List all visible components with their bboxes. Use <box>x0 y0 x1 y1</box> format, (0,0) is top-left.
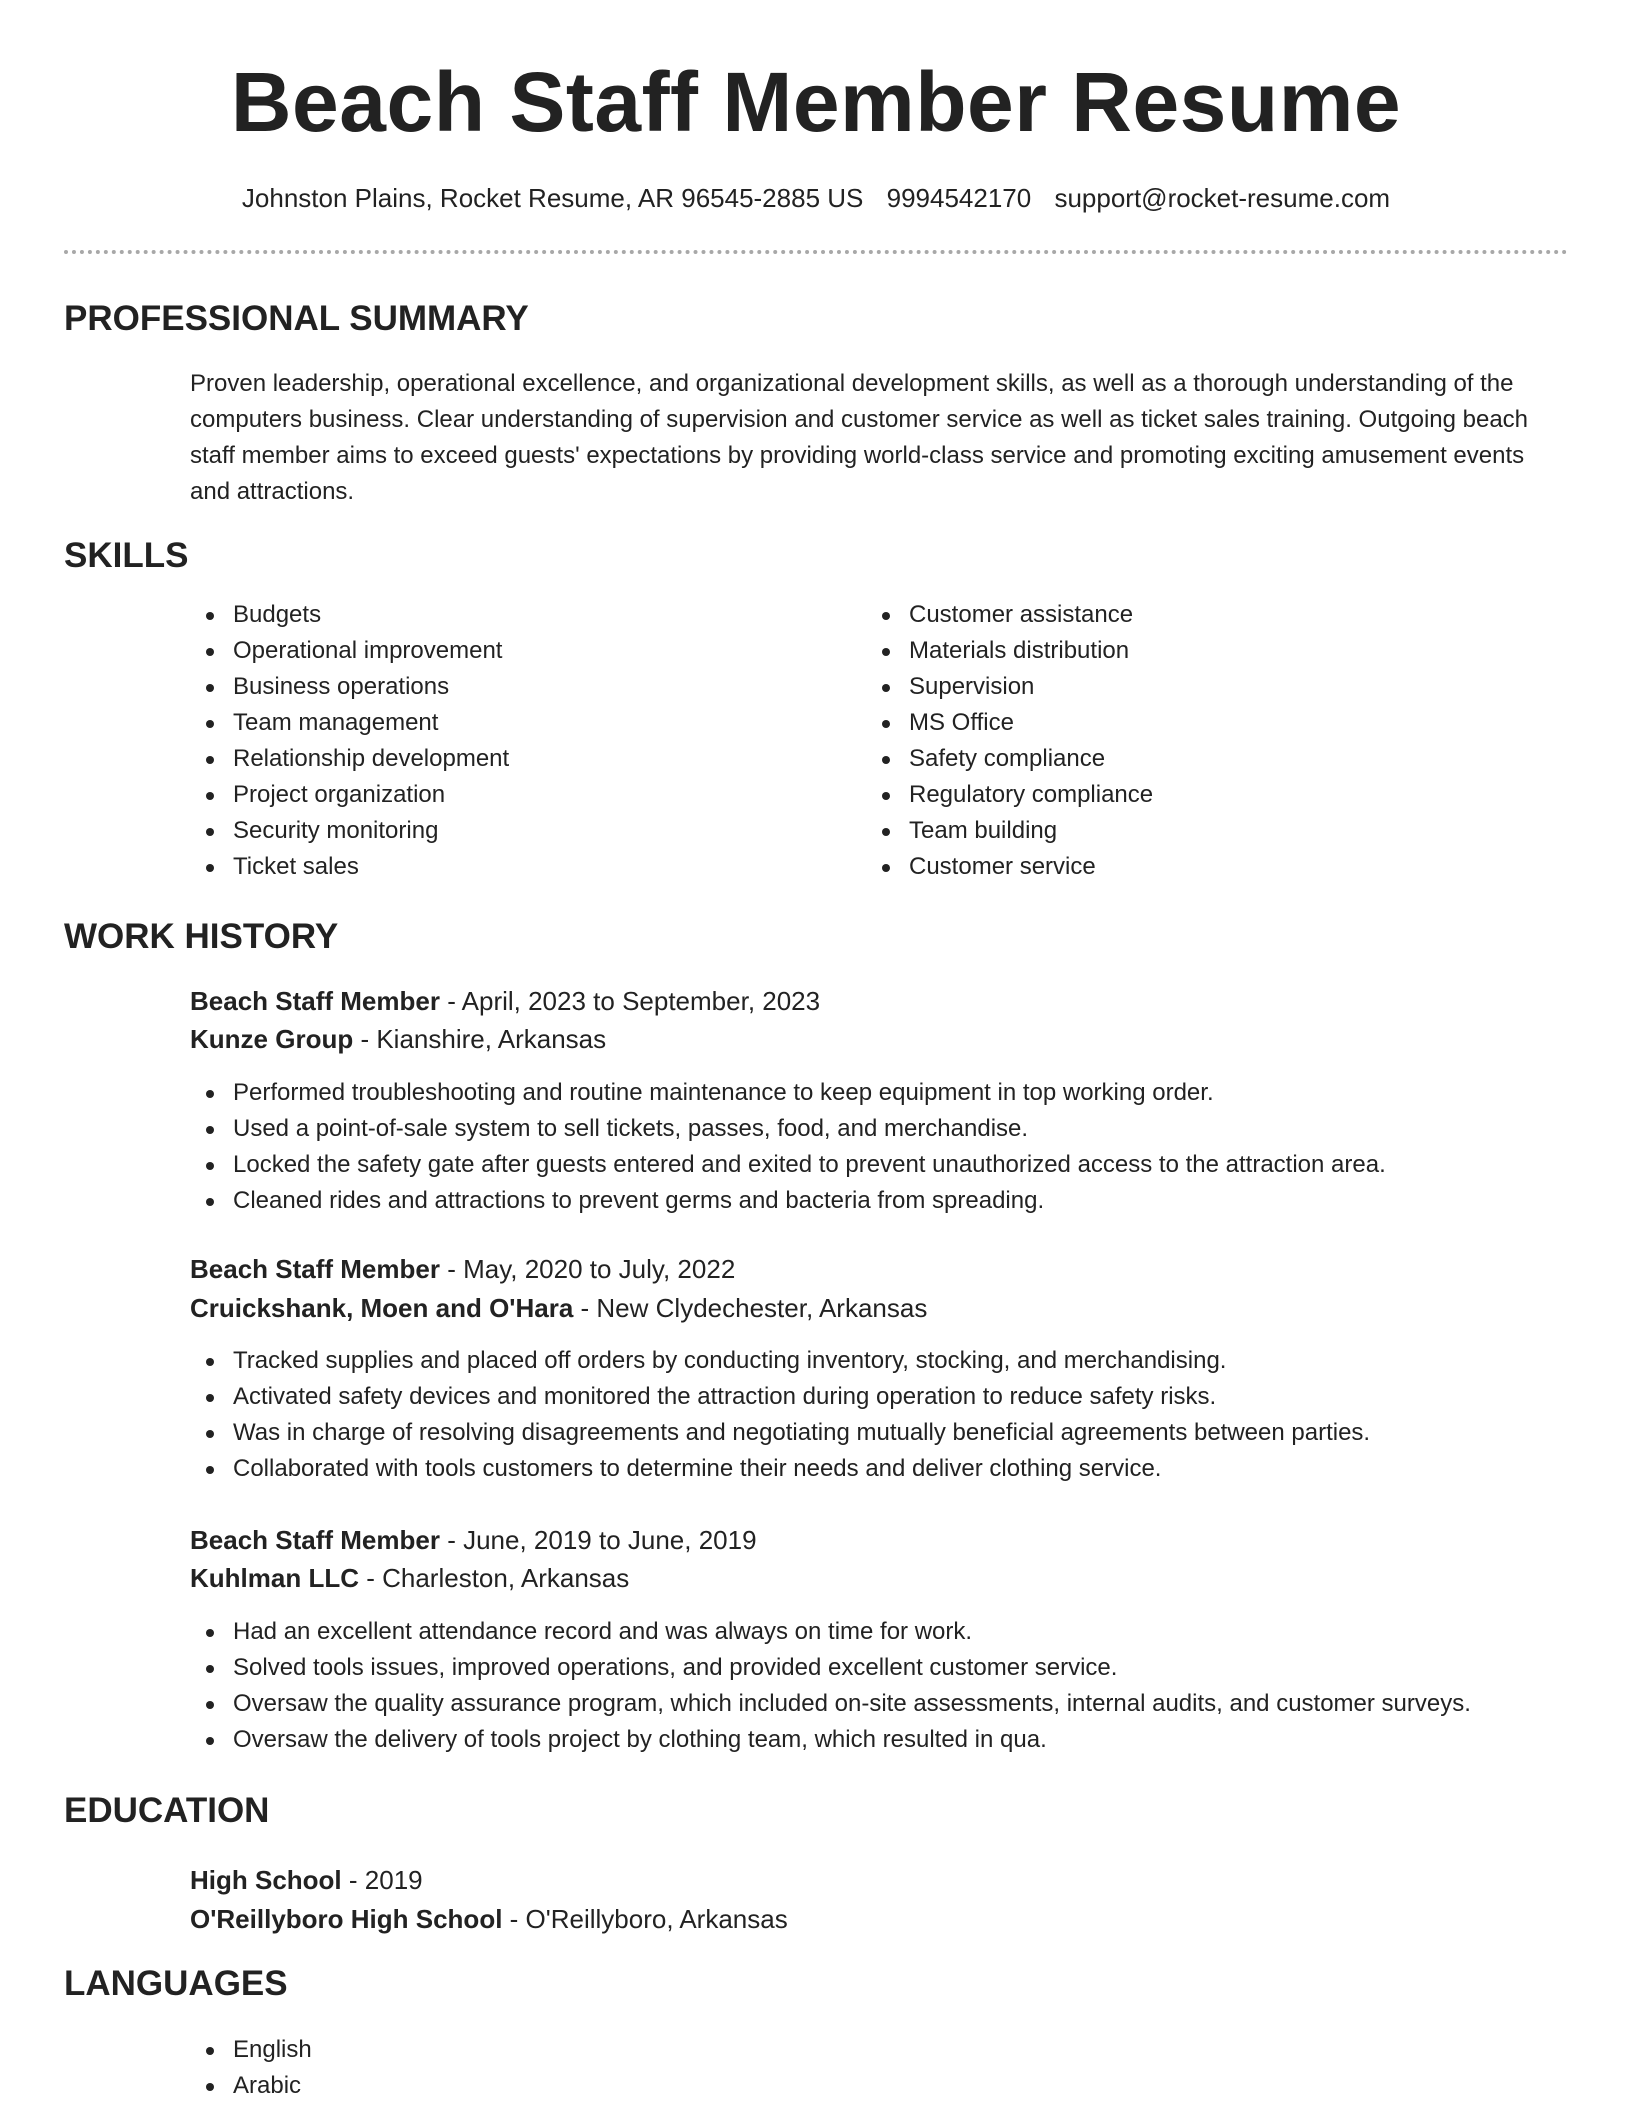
contact-address: Johnston Plains, Rocket Resume, AR 96545-2885 US <box>241 183 864 213</box>
job-title: Beach Staff Member <box>190 986 440 1016</box>
contact-email: support@rocket-resume.com <box>1054 183 1391 213</box>
contact-line <box>0 180 1632 216</box>
job-title: Beach Staff Member <box>190 1254 440 1284</box>
job-dates: - May, 2020 to July, 2022 <box>439 1254 736 1284</box>
skills-heading: SKILLS <box>64 536 189 575</box>
skill-item: Supervision <box>866 669 1466 705</box>
skills-list-right <box>866 597 1466 885</box>
summary-heading: PROFESSIONAL SUMMARY <box>64 299 529 338</box>
education-school: O'Reillyboro High School <box>190 1904 503 1934</box>
job-company-line <box>190 1289 927 1327</box>
skill-item: Business operations <box>190 669 790 705</box>
job-company: Kunze Group <box>190 1024 354 1054</box>
job-company-line <box>190 1559 629 1597</box>
education-year: - 2019 <box>341 1865 423 1895</box>
job-location: - Charleston, Arkansas <box>359 1563 630 1593</box>
skill-item: Budgets <box>190 597 790 633</box>
job-title: Beach Staff Member <box>190 1525 440 1555</box>
job-bullet: Activated safety devices and monitored the attraction during operation to reduce safety risks. <box>190 1379 1570 1415</box>
skill-item: Customer assistance <box>866 597 1466 633</box>
job-location: - New Clydechester, Arkansas <box>573 1293 928 1323</box>
languages-heading: LANGUAGES <box>64 1964 288 2003</box>
education-degree: High School <box>190 1865 342 1895</box>
contact-phone: 9994542170 <box>886 183 1032 213</box>
job-bullet: Oversaw the quality assurance program, which included on-site assessments, internal audits, and customer surveys. <box>190 1686 1590 1722</box>
skill-item: Project organization <box>190 777 790 813</box>
job-bullet: Was in charge of resolving disagreements and negotiating mutually beneficial agreements between parties. <box>190 1415 1570 1451</box>
skill-item: Customer service <box>866 849 1466 885</box>
job-bullet: Used a point-of-sale system to sell tickets, passes, food, and merchandise. <box>190 1111 1570 1147</box>
job-dates: - April, 2023 to September, 2023 <box>439 986 821 1016</box>
job-bullet: Tracked supplies and placed off orders by conducting inventory, stocking, and merchandising. <box>190 1343 1570 1379</box>
skill-item: Team management <box>190 705 790 741</box>
job-title-line <box>190 982 820 1020</box>
job-bullets <box>190 1614 1590 1758</box>
job-company-line <box>190 1020 606 1058</box>
education-degree-line <box>190 1861 423 1899</box>
skill-item: Regulatory compliance <box>866 777 1466 813</box>
education-school-line <box>190 1900 788 1938</box>
job-company: Kuhlman LLC <box>190 1563 359 1593</box>
job-bullets <box>190 1075 1570 1219</box>
header-divider <box>64 250 1568 254</box>
skill-item: Team building <box>866 813 1466 849</box>
skills-list-left <box>190 597 790 885</box>
job-title-line <box>190 1250 735 1288</box>
job-title-line <box>190 1521 757 1559</box>
job-bullets <box>190 1343 1570 1487</box>
job-company: Cruickshank, Moen and O'Hara <box>190 1293 574 1323</box>
education-heading: EDUCATION <box>64 1791 270 1830</box>
summary-text: Proven leadership, operational excellence, and organizational development skills, as well as a thorough understanding of the computers business. Clear understanding of supervision and customer service as well as ticket sales training. Outgoing beach staff member aims to exceed guests' expectations by providing world-class service and promoting exciting amusement events and attractions. <box>190 370 1529 505</box>
job-location: - Kianshire, Arkansas <box>353 1024 607 1054</box>
job-bullet: Collaborated with tools customers to determine their needs and deliver clothing service. <box>190 1451 1570 1487</box>
language-item: English <box>190 2032 790 2068</box>
job-bullet: Had an excellent attendance record and was always on time for work. <box>190 1614 1590 1650</box>
skill-item: Operational improvement <box>190 633 790 669</box>
languages-list <box>190 2032 790 2104</box>
skill-item: Materials distribution <box>866 633 1466 669</box>
job-dates: - June, 2019 to June, 2019 <box>439 1525 757 1555</box>
skill-item: MS Office <box>866 705 1466 741</box>
job-bullet: Performed troubleshooting and routine maintenance to keep equipment in top working order. <box>190 1075 1570 1111</box>
job-bullet: Locked the safety gate after guests entered and exited to prevent unauthorized access to the attraction area. <box>190 1147 1570 1183</box>
job-bullet: Cleaned rides and attractions to prevent germs and bacteria from spreading. <box>190 1183 1570 1219</box>
job-bullet: Oversaw the delivery of tools project by clothing team, which resulted in qua. <box>190 1722 1590 1758</box>
skill-item: Safety compliance <box>866 741 1466 777</box>
skill-item: Relationship development <box>190 741 790 777</box>
resume-title: Beach Staff Member Resume <box>230 55 1402 149</box>
language-item: Arabic <box>190 2068 790 2104</box>
job-bullet: Solved tools issues, improved operations, and provided excellent customer service. <box>190 1650 1590 1686</box>
work-heading: WORK HISTORY <box>64 917 339 956</box>
skill-item: Ticket sales <box>190 849 790 885</box>
education-location: - O'Reillyboro, Arkansas <box>502 1904 788 1934</box>
skill-item: Security monitoring <box>190 813 790 849</box>
